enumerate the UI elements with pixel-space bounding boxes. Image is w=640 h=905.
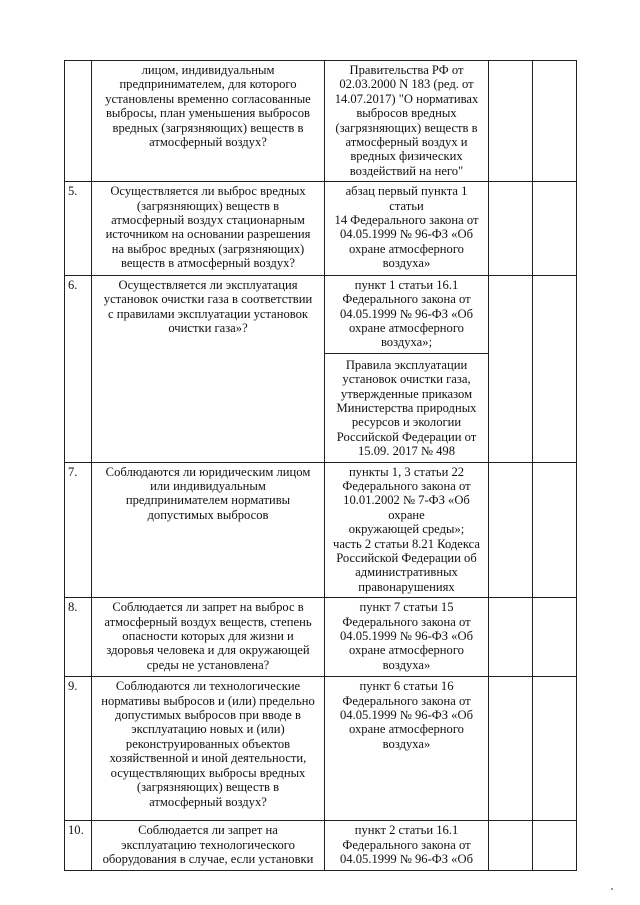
reference-line: пункт 6 статьи 16 [359, 679, 454, 694]
reference-line: Федерального закона от [342, 614, 471, 629]
legal-reference [325, 598, 488, 675]
reference-line: пункт 1 статьи 16.1 [354, 277, 459, 292]
question-line: предпринимателем, для которого [119, 77, 297, 92]
scan-speck [611, 888, 613, 890]
reference-line: окружающей среды»; [348, 522, 465, 537]
table-row [65, 598, 577, 677]
question-line: атмосферный воздух? [149, 794, 267, 809]
reference-line: Правительства РФ от [349, 63, 464, 77]
reference-line: вредных физических [350, 149, 463, 164]
reference-line: 15.09. 2017 № 498 [357, 444, 456, 459]
reference-line: 04.05.1999 № 96-ФЗ «Об [340, 852, 473, 867]
question-cell [92, 462, 325, 598]
question-cell [92, 677, 325, 821]
question-line: Осуществляется ли эксплуатация [118, 277, 298, 292]
reference-line: 10.01.2002 № 7-ФЗ «Об охране [343, 493, 470, 522]
question-line: здоровья человека и для окружающей [106, 643, 310, 658]
answer-cell [489, 598, 533, 677]
legal-reference [325, 677, 488, 754]
checklist-body [65, 61, 577, 871]
question-line: или индивидуальным [150, 478, 266, 493]
reference-line: часть 2 статьи 8.21 Кодекса [332, 536, 481, 551]
note-cell [533, 677, 577, 821]
question-line: среды не установлена? [146, 657, 270, 672]
reference-line: Федерального закона от [342, 693, 471, 708]
legal-reference [325, 61, 488, 181]
reference-line: Российской Федерации от [336, 429, 477, 444]
question-line: Соблюдаются ли технологические [115, 679, 301, 694]
reference-line: атмосферный воздух и [345, 135, 468, 150]
answer-cell [489, 462, 533, 598]
reference-line: 02.03.2000 N 183 (ред. от [339, 77, 474, 92]
note-cell [533, 61, 577, 182]
table-row [65, 821, 577, 871]
question-line: (загрязняющих) веществ в [136, 198, 280, 213]
row-number: 5. [65, 182, 92, 275]
checklist-table [64, 60, 577, 871]
legal-reference-cell [325, 677, 489, 821]
question-line: на выброс вредных (загрязняющих) [111, 241, 305, 256]
answer-cell [489, 677, 533, 821]
reference-line: пункт 7 статьи 15 [359, 600, 454, 615]
reference-line: Федерального закона от [342, 292, 471, 307]
reference-line: воздействий на него" [349, 163, 464, 178]
question-line: источником на основании разрешения [105, 227, 311, 242]
reference-line: установок очистки газа, [342, 372, 471, 387]
legal-reference-cell [325, 598, 489, 677]
note-cell [533, 598, 577, 677]
reference-line: Российской Федерации об [336, 551, 477, 565]
question-line: установлены временно согласованные [105, 91, 311, 106]
table-row [65, 462, 577, 598]
row-number: 10. [65, 821, 92, 871]
question-line: допустимых выбросов при вводе в [115, 708, 301, 723]
question-line: хозяйственной и иной деятельности, [109, 751, 307, 766]
legal-reference-cell [325, 182, 489, 275]
question-line: Соблюдаются ли юридическим лицом [105, 464, 311, 479]
row-number: 8. [65, 598, 92, 677]
question-cell [92, 821, 325, 871]
legal-reference [325, 182, 488, 273]
row-number: 9. [65, 677, 92, 821]
question-line: атмосферный воздух стационарным [111, 213, 305, 228]
question-line: установок очистки газа в соответствии [103, 292, 313, 307]
question-line: эксплуатацию новых и (или) [131, 722, 285, 737]
note-cell [533, 275, 577, 462]
question-cell [92, 182, 325, 275]
reference-line: административных [355, 565, 458, 580]
table-row [65, 61, 577, 182]
table-row [65, 182, 577, 275]
legal-reference [325, 353, 488, 462]
reference-line: 04.05.1999 № 96-ФЗ «Об [340, 708, 473, 723]
table-row [65, 677, 577, 821]
question-line: предпринимателем нормативы [125, 493, 291, 508]
reference-line: охране атмосферного воздуха» [349, 722, 464, 751]
question-text [92, 182, 324, 274]
reference-line: утвержденные приказом [340, 386, 473, 401]
question-line: вредных (загрязняющих) веществ в [112, 120, 304, 135]
reference-line: 14 Федерального закона от [334, 213, 479, 228]
reference-line: охране атмосферного воздуха» [349, 241, 464, 271]
answer-cell [489, 821, 533, 871]
reference-line: 14.07.2017) "О нормативах [334, 91, 479, 106]
row-number [65, 61, 92, 182]
question-text [92, 61, 324, 153]
reference-line: абзац первый пункта 1 статьи [345, 184, 468, 213]
note-cell [533, 182, 577, 275]
row-number: 6. [65, 275, 92, 462]
question-line: допустимых выбросов [147, 507, 269, 522]
reference-line: охране атмосферного воздуха»; [349, 320, 464, 350]
legal-reference [325, 276, 488, 353]
reference-line: Федерального закона от [342, 478, 471, 493]
answer-cell [489, 275, 533, 462]
reference-line: 04.05.1999 № 96-ФЗ «Об [340, 227, 473, 242]
legal-reference [325, 821, 488, 869]
reference-line: правонарушениях [358, 579, 455, 594]
question-line: очистки газа»? [168, 320, 248, 335]
answer-cell [489, 182, 533, 275]
question-line: осуществляющих выбросы вредных [110, 765, 306, 780]
question-line: веществ в атмосферный воздух? [120, 256, 296, 271]
question-line: реконструированных объектов [125, 736, 291, 751]
question-line: лицом, индивидуальным [141, 63, 275, 77]
question-line: Соблюдается ли запрет на выброс в [112, 600, 304, 615]
reference-line: ресурсов и экологии [351, 415, 462, 430]
note-cell [533, 821, 577, 871]
question-text [92, 463, 324, 527]
legal-reference-cell [325, 61, 489, 182]
question-text [92, 276, 324, 340]
question-text [92, 821, 324, 870]
question-line: атмосферный воздух? [149, 135, 267, 150]
reference-line: 04.05.1999 № 96-ФЗ «Об [340, 629, 473, 644]
reference-line: охране атмосферного воздуха» [349, 643, 464, 672]
question-line: Соблюдается ли запрет на [138, 823, 278, 838]
question-cell [92, 598, 325, 677]
legal-reference-cell [325, 821, 489, 871]
question-line: выбросы, план уменьшения выбросов [105, 106, 310, 121]
question-cell [92, 275, 325, 462]
question-text [92, 677, 324, 813]
reference-line: Правила эксплуатации [345, 357, 468, 372]
reference-line: (загрязняющих) веществ в [335, 120, 478, 135]
row-number: 7. [65, 462, 92, 598]
question-line: опасности которых для жизни и [122, 629, 294, 644]
question-line: эксплуатацию технологического [121, 837, 295, 852]
reference-line: 04.05.1999 № 96-ФЗ «Об [340, 306, 473, 321]
question-line: атмосферный воздух веществ, степень [104, 614, 312, 629]
reference-line: пункты 1, 3 статьи 22 [348, 464, 465, 479]
legal-reference [325, 463, 488, 598]
question-line: (загрязняющих) веществ в [136, 780, 280, 795]
question-cell [92, 61, 325, 182]
legal-reference-cell [325, 462, 489, 598]
question-line: с правилами эксплуатации установок [107, 306, 309, 321]
table-row [65, 275, 577, 462]
question-line: оборудования в случае, если установки [102, 852, 314, 867]
answer-cell [489, 61, 533, 182]
reference-line: Федерального закона от [342, 837, 471, 852]
legal-reference-cell [325, 275, 489, 462]
note-cell [533, 462, 577, 598]
reference-line: Министерства природных [336, 400, 477, 415]
question-line: нормативы выбросов и (или) предельно [101, 693, 315, 708]
reference-line: выбросов вредных [356, 106, 457, 121]
question-text [92, 598, 324, 676]
reference-line: пункт 2 статьи 16.1 [354, 823, 459, 838]
question-line: Осуществляется ли выброс вредных [110, 184, 306, 199]
